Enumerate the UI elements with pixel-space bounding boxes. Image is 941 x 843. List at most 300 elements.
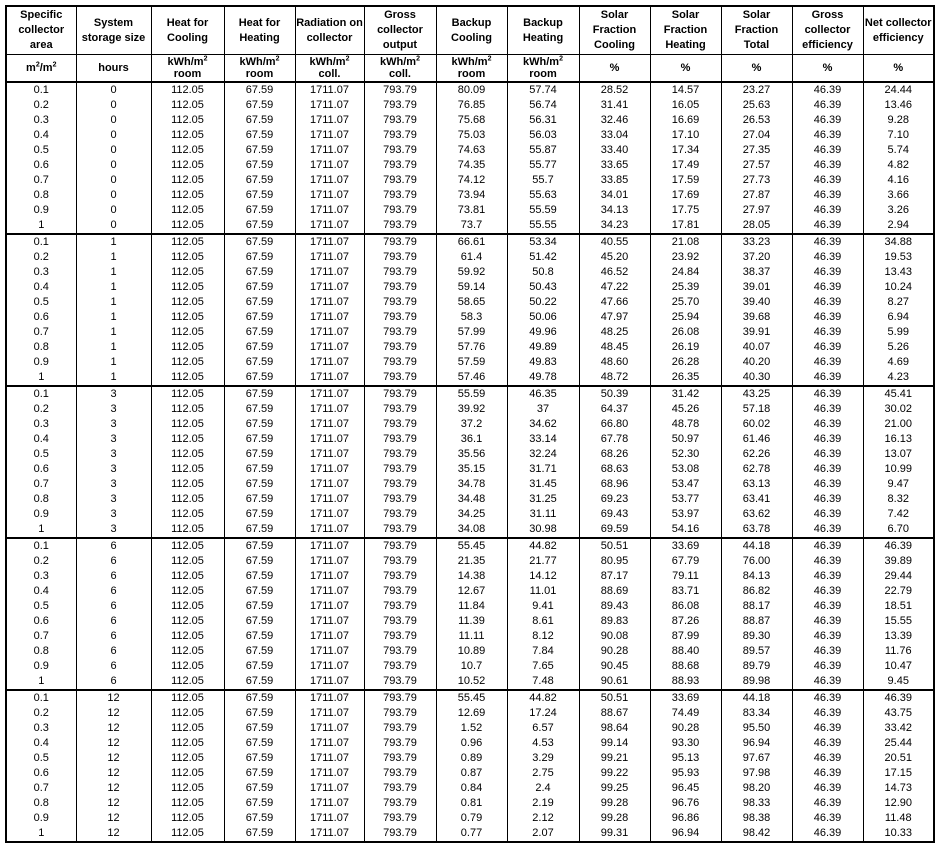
table-cell: 1711.07 xyxy=(295,113,364,128)
table-cell: 75.68 xyxy=(436,113,507,128)
table-cell: 33.42 xyxy=(863,721,934,736)
table-cell: 793.79 xyxy=(364,614,436,629)
table-cell: 0.87 xyxy=(436,766,507,781)
table-cell: 89.43 xyxy=(579,599,650,614)
unit-line xyxy=(437,56,507,68)
table-cell: 34.88 xyxy=(863,234,934,250)
table-cell: 45.26 xyxy=(650,402,721,417)
table-cell: 793.79 xyxy=(364,128,436,143)
table-cell: 67.59 xyxy=(224,280,295,295)
table-cell: 0 xyxy=(76,113,151,128)
table-cell: 67.59 xyxy=(224,98,295,113)
column-header: Solar Fraction Heating xyxy=(650,6,721,55)
table-cell: 112.05 xyxy=(151,295,224,310)
table-cell: 88.68 xyxy=(650,659,721,674)
table-cell: 793.79 xyxy=(364,173,436,188)
table-cell: 793.79 xyxy=(364,659,436,674)
table-cell: 27.97 xyxy=(721,203,792,218)
table-cell: 46.39 xyxy=(792,477,863,492)
unit-exponent: 2 xyxy=(35,61,40,69)
table-cell: 16.69 xyxy=(650,113,721,128)
table-cell: 1711.07 xyxy=(295,538,364,554)
column-header: Heat for Heating xyxy=(224,6,295,55)
table-cell: 1711.07 xyxy=(295,340,364,355)
table-cell: 63.62 xyxy=(721,507,792,522)
table-cell: 1711.07 xyxy=(295,218,364,234)
table-cell: 0.2 xyxy=(6,554,76,569)
table-cell: 0.1 xyxy=(6,82,76,98)
table-cell: 793.79 xyxy=(364,82,436,98)
table-cell: 793.79 xyxy=(364,280,436,295)
table-cell: 0.8 xyxy=(6,796,76,811)
table-cell: 3.26 xyxy=(863,203,934,218)
table-cell: 112.05 xyxy=(151,751,224,766)
unit-header xyxy=(650,55,721,83)
table-cell: 55.7 xyxy=(507,173,579,188)
table-cell: 5.74 xyxy=(863,143,934,158)
table-cell: 64.37 xyxy=(579,402,650,417)
table-cell: 1711.07 xyxy=(295,386,364,402)
table-cell: 46.39 xyxy=(792,781,863,796)
table-row xyxy=(6,158,934,173)
table-cell: 44.18 xyxy=(721,690,792,706)
table-cell: 1711.07 xyxy=(295,599,364,614)
table-cell: 67.59 xyxy=(224,218,295,234)
table-cell: 96.76 xyxy=(650,796,721,811)
table-cell: 1 xyxy=(76,280,151,295)
table-cell: 67.59 xyxy=(224,781,295,796)
table-cell: 67.59 xyxy=(224,522,295,538)
table-cell: 1 xyxy=(76,265,151,280)
unit-line xyxy=(152,56,224,68)
unit-line xyxy=(722,62,792,74)
table-cell: 46.39 xyxy=(792,370,863,386)
table-cell: 67.59 xyxy=(224,370,295,386)
table-row xyxy=(6,234,934,250)
table-cell: 0.3 xyxy=(6,113,76,128)
table-cell: 6 xyxy=(76,674,151,690)
table-cell: 1711.07 xyxy=(295,659,364,674)
table-cell: 76.00 xyxy=(721,554,792,569)
table-row xyxy=(6,370,934,386)
table-cell: 46.39 xyxy=(792,569,863,584)
table-cell: 46.39 xyxy=(792,492,863,507)
table-cell: 73.7 xyxy=(436,218,507,234)
table-cell: 6.70 xyxy=(863,522,934,538)
table-cell: 1711.07 xyxy=(295,188,364,203)
table-cell: 6 xyxy=(76,584,151,599)
table-cell: 112.05 xyxy=(151,386,224,402)
table-cell: 46.39 xyxy=(792,128,863,143)
table-cell: 6 xyxy=(76,629,151,644)
unit-line xyxy=(225,56,295,68)
table-cell: 88.40 xyxy=(650,644,721,659)
table-cell: 87.99 xyxy=(650,629,721,644)
table-cell: 36.1 xyxy=(436,432,507,447)
table-cell: 8.12 xyxy=(507,629,579,644)
table-cell: 12 xyxy=(76,766,151,781)
table-cell: 112.05 xyxy=(151,82,224,98)
table-row xyxy=(6,82,934,98)
table-cell: 793.79 xyxy=(364,674,436,690)
table-row xyxy=(6,538,934,554)
table-cell: 57.46 xyxy=(436,370,507,386)
table-cell: 17.15 xyxy=(863,766,934,781)
table-cell: 1711.07 xyxy=(295,447,364,462)
table-cell: 0.3 xyxy=(6,417,76,432)
table-cell: 10.99 xyxy=(863,462,934,477)
table-cell: 793.79 xyxy=(364,98,436,113)
table-cell: 67.59 xyxy=(224,250,295,265)
table-cell: 53.47 xyxy=(650,477,721,492)
table-cell: 46.39 xyxy=(792,554,863,569)
table-cell: 26.53 xyxy=(721,113,792,128)
table-row xyxy=(6,113,934,128)
table-cell: 793.79 xyxy=(364,811,436,826)
table-cell: 33.65 xyxy=(579,158,650,173)
table-cell: 793.79 xyxy=(364,218,436,234)
table-cell: 67.59 xyxy=(224,690,295,706)
table-cell: 6 xyxy=(76,538,151,554)
table-cell: 0.9 xyxy=(6,811,76,826)
unit-exponent: 2 xyxy=(416,55,420,63)
table-cell: 10.7 xyxy=(436,659,507,674)
table-cell: 3 xyxy=(76,477,151,492)
table-cell: 67.59 xyxy=(224,659,295,674)
table-cell: 98.20 xyxy=(721,781,792,796)
unit-line xyxy=(580,62,650,74)
table-cell: 67.59 xyxy=(224,629,295,644)
table-cell: 112.05 xyxy=(151,507,224,522)
table-cell: 54.16 xyxy=(650,522,721,538)
table-cell: 1711.07 xyxy=(295,432,364,447)
unit-basis: room xyxy=(173,68,202,80)
unit-base: kWh/m xyxy=(523,56,560,68)
table-cell: 47.22 xyxy=(579,280,650,295)
table-cell: 17.49 xyxy=(650,158,721,173)
unit-base: % xyxy=(751,62,762,74)
table-cell: 96.45 xyxy=(650,781,721,796)
table-cell: 1 xyxy=(6,370,76,386)
table-cell: 34.13 xyxy=(579,203,650,218)
table-cell: 67.59 xyxy=(224,507,295,522)
table-cell: 12 xyxy=(76,751,151,766)
table-cell: 31.45 xyxy=(507,477,579,492)
table-cell: 112.05 xyxy=(151,447,224,462)
table-cell: 27.35 xyxy=(721,143,792,158)
table-cell: 27.04 xyxy=(721,128,792,143)
table-cell: 57.74 xyxy=(507,82,579,98)
table-cell: 99.21 xyxy=(579,751,650,766)
table-cell: 112.05 xyxy=(151,554,224,569)
table-cell: 67.59 xyxy=(224,128,295,143)
table-cell: 0.4 xyxy=(6,584,76,599)
table-cell: 67.59 xyxy=(224,447,295,462)
table-cell: 16.13 xyxy=(863,432,934,447)
unit-base: % xyxy=(822,62,833,74)
table-cell: 39.40 xyxy=(721,295,792,310)
table-cell: 0.6 xyxy=(6,614,76,629)
table-cell: 793.79 xyxy=(364,554,436,569)
table-cell: 67.59 xyxy=(224,538,295,554)
table-cell: 2.12 xyxy=(507,811,579,826)
table-cell: 1711.07 xyxy=(295,250,364,265)
table-row xyxy=(6,462,934,477)
table-cell: 21.77 xyxy=(507,554,579,569)
table-cell: 46.39 xyxy=(792,706,863,721)
table-row xyxy=(6,569,934,584)
table-row xyxy=(6,477,934,492)
table-cell: 46.52 xyxy=(579,265,650,280)
header-unit-row xyxy=(6,55,934,83)
table-cell: 43.25 xyxy=(721,386,792,402)
table-cell: 49.96 xyxy=(507,325,579,340)
table-cell: 0.9 xyxy=(6,659,76,674)
unit-basis: room xyxy=(245,68,274,80)
table-cell: 86.08 xyxy=(650,599,721,614)
table-cell: 67.59 xyxy=(224,614,295,629)
table-cell: 74.49 xyxy=(650,706,721,721)
table-cell: 88.17 xyxy=(721,599,792,614)
table-cell: 0 xyxy=(76,128,151,143)
unit-basis: room xyxy=(457,68,486,80)
table-row xyxy=(6,690,934,706)
table-cell: 0 xyxy=(76,82,151,98)
table-cell: 0.7 xyxy=(6,325,76,340)
table-row xyxy=(6,492,934,507)
table-cell: 10.24 xyxy=(863,280,934,295)
table-cell: 46.39 xyxy=(792,265,863,280)
table-row xyxy=(6,674,934,690)
table-cell: 46.39 xyxy=(792,522,863,538)
table-cell: 34.48 xyxy=(436,492,507,507)
table-row xyxy=(6,721,934,736)
table-cell: 86.82 xyxy=(721,584,792,599)
table-cell: 0.8 xyxy=(6,492,76,507)
column-header: Gross collector efficiency xyxy=(792,6,863,55)
table-cell: 793.79 xyxy=(364,522,436,538)
table-cell: 0 xyxy=(76,143,151,158)
table-cell: 88.69 xyxy=(579,584,650,599)
unit-base: kWh/m xyxy=(451,56,488,68)
unit-line xyxy=(508,56,579,68)
table-cell: 40.20 xyxy=(721,355,792,370)
table-cell: 44.82 xyxy=(507,538,579,554)
table-cell: 67.59 xyxy=(224,644,295,659)
table-cell: 67.59 xyxy=(224,417,295,432)
table-cell: 112.05 xyxy=(151,629,224,644)
table-cell: 35.15 xyxy=(436,462,507,477)
table-cell: 12 xyxy=(76,706,151,721)
unit-base: kWh/m xyxy=(239,56,276,68)
column-header: Specific collector area xyxy=(6,6,76,55)
table-cell: 1711.07 xyxy=(295,234,364,250)
table-cell: 7.84 xyxy=(507,644,579,659)
table-cell: 66.61 xyxy=(436,234,507,250)
table-cell: 1 xyxy=(76,340,151,355)
table-cell: 0.1 xyxy=(6,690,76,706)
table-row xyxy=(6,325,934,340)
table-cell: 10.33 xyxy=(863,826,934,842)
column-header: Solar Fraction Cooling xyxy=(579,6,650,55)
table-cell: 1711.07 xyxy=(295,355,364,370)
table-cell: 793.79 xyxy=(364,295,436,310)
table-cell: 1 xyxy=(76,234,151,250)
table-cell: 67.59 xyxy=(224,766,295,781)
table-cell: 55.59 xyxy=(436,386,507,402)
table-cell: 96.94 xyxy=(721,736,792,751)
table-cell: 1711.07 xyxy=(295,614,364,629)
unit-base: % xyxy=(893,62,904,74)
table-cell: 112.05 xyxy=(151,477,224,492)
table-cell: 1711.07 xyxy=(295,325,364,340)
table-cell: 2.4 xyxy=(507,781,579,796)
table-cell: 57.76 xyxy=(436,340,507,355)
table-row xyxy=(6,310,934,325)
table-cell: 39.89 xyxy=(863,554,934,569)
table-cell: 0.89 xyxy=(436,751,507,766)
table-cell: 112.05 xyxy=(151,690,224,706)
table-cell: 53.08 xyxy=(650,462,721,477)
table-cell: 1 xyxy=(76,250,151,265)
table-cell: 1711.07 xyxy=(295,477,364,492)
table-cell: 24.44 xyxy=(863,82,934,98)
table-cell: 31.25 xyxy=(507,492,579,507)
table-cell: 6 xyxy=(76,569,151,584)
table-cell: 93.30 xyxy=(650,736,721,751)
table-cell: 4.69 xyxy=(863,355,934,370)
table-cell: 67.59 xyxy=(224,82,295,98)
table-cell: 47.66 xyxy=(579,295,650,310)
table-cell: 46.39 xyxy=(792,173,863,188)
unit-exponent: 2 xyxy=(52,61,57,69)
table-cell: 67.59 xyxy=(224,173,295,188)
table-cell: 90.28 xyxy=(579,644,650,659)
table-cell: 31.42 xyxy=(650,386,721,402)
table-cell: 46.39 xyxy=(792,614,863,629)
table-cell: 53.34 xyxy=(507,234,579,250)
table-cell: 20.51 xyxy=(863,751,934,766)
table-cell: 112.05 xyxy=(151,143,224,158)
table-cell: 6.57 xyxy=(507,721,579,736)
table-cell: 793.79 xyxy=(364,250,436,265)
table-cell: 793.79 xyxy=(364,432,436,447)
unit-header xyxy=(295,55,364,83)
table-cell: 67.59 xyxy=(224,477,295,492)
table-cell: 17.10 xyxy=(650,128,721,143)
table-cell: 10.52 xyxy=(436,674,507,690)
table-cell: 793.79 xyxy=(364,355,436,370)
table-cell: 793.79 xyxy=(364,584,436,599)
table-cell: 12 xyxy=(76,796,151,811)
unit-line xyxy=(296,56,364,68)
table-cell: 57.59 xyxy=(436,355,507,370)
table-cell: 90.08 xyxy=(579,629,650,644)
table-cell: 67.59 xyxy=(224,599,295,614)
table-row xyxy=(6,751,934,766)
table-cell: 90.28 xyxy=(650,721,721,736)
table-cell: 12.67 xyxy=(436,584,507,599)
table-cell: 49.83 xyxy=(507,355,579,370)
table-cell: 46.39 xyxy=(792,796,863,811)
results-table-container xyxy=(5,5,935,843)
header-title-row xyxy=(6,6,934,55)
table-cell: 1.52 xyxy=(436,721,507,736)
table-cell: 793.79 xyxy=(364,690,436,706)
table-cell: 57.18 xyxy=(721,402,792,417)
table-cell: 56.03 xyxy=(507,128,579,143)
table-cell: 12 xyxy=(76,690,151,706)
table-cell: 7.48 xyxy=(507,674,579,690)
table-cell: 793.79 xyxy=(364,644,436,659)
table-row xyxy=(6,796,934,811)
table-cell: 67.78 xyxy=(579,432,650,447)
table-cell: 1711.07 xyxy=(295,826,364,842)
table-cell: 1711.07 xyxy=(295,265,364,280)
table-cell: 21.08 xyxy=(650,234,721,250)
table-cell: 112.05 xyxy=(151,644,224,659)
table-cell: 1 xyxy=(6,674,76,690)
table-row xyxy=(6,295,934,310)
table-cell: 0.3 xyxy=(6,569,76,584)
table-cell: 7.65 xyxy=(507,659,579,674)
table-cell: 46.39 xyxy=(792,538,863,554)
column-header: Backup Cooling xyxy=(436,6,507,55)
table-cell: 112.05 xyxy=(151,826,224,842)
table-cell: 793.79 xyxy=(364,310,436,325)
table-row xyxy=(6,386,934,402)
table-cell: 56.74 xyxy=(507,98,579,113)
table-cell: 2.75 xyxy=(507,766,579,781)
table-cell: 99.28 xyxy=(579,811,650,826)
table-cell: 95.13 xyxy=(650,751,721,766)
table-cell: 89.98 xyxy=(721,674,792,690)
table-cell: 46.39 xyxy=(792,203,863,218)
table-cell: 1711.07 xyxy=(295,295,364,310)
table-cell: 112.05 xyxy=(151,188,224,203)
table-cell: 0.4 xyxy=(6,432,76,447)
table-cell: 90.61 xyxy=(579,674,650,690)
table-cell: 793.79 xyxy=(364,736,436,751)
unit-line xyxy=(793,62,863,74)
table-cell: 46.39 xyxy=(792,386,863,402)
table-cell: 112.05 xyxy=(151,417,224,432)
table-cell: 83.71 xyxy=(650,584,721,599)
table-cell: 13.39 xyxy=(863,629,934,644)
unit-header xyxy=(6,55,76,83)
table-cell: 793.79 xyxy=(364,203,436,218)
table-cell: 112.05 xyxy=(151,796,224,811)
table-cell: 26.35 xyxy=(650,370,721,386)
table-cell: 0.6 xyxy=(6,766,76,781)
table-cell: 48.45 xyxy=(579,340,650,355)
table-cell: 25.70 xyxy=(650,295,721,310)
table-cell: 793.79 xyxy=(364,599,436,614)
table-cell: 793.79 xyxy=(364,447,436,462)
table-cell: 67.59 xyxy=(224,811,295,826)
table-cell: 76.85 xyxy=(436,98,507,113)
table-cell: 7.42 xyxy=(863,507,934,522)
table-row xyxy=(6,143,934,158)
table-cell: 50.06 xyxy=(507,310,579,325)
table-cell: 39.91 xyxy=(721,325,792,340)
unit-header xyxy=(224,55,295,83)
table-cell: 89.79 xyxy=(721,659,792,674)
table-cell: 17.59 xyxy=(650,173,721,188)
table-cell: 1 xyxy=(6,218,76,234)
table-cell: 25.44 xyxy=(863,736,934,751)
table-cell: 80.09 xyxy=(436,82,507,98)
